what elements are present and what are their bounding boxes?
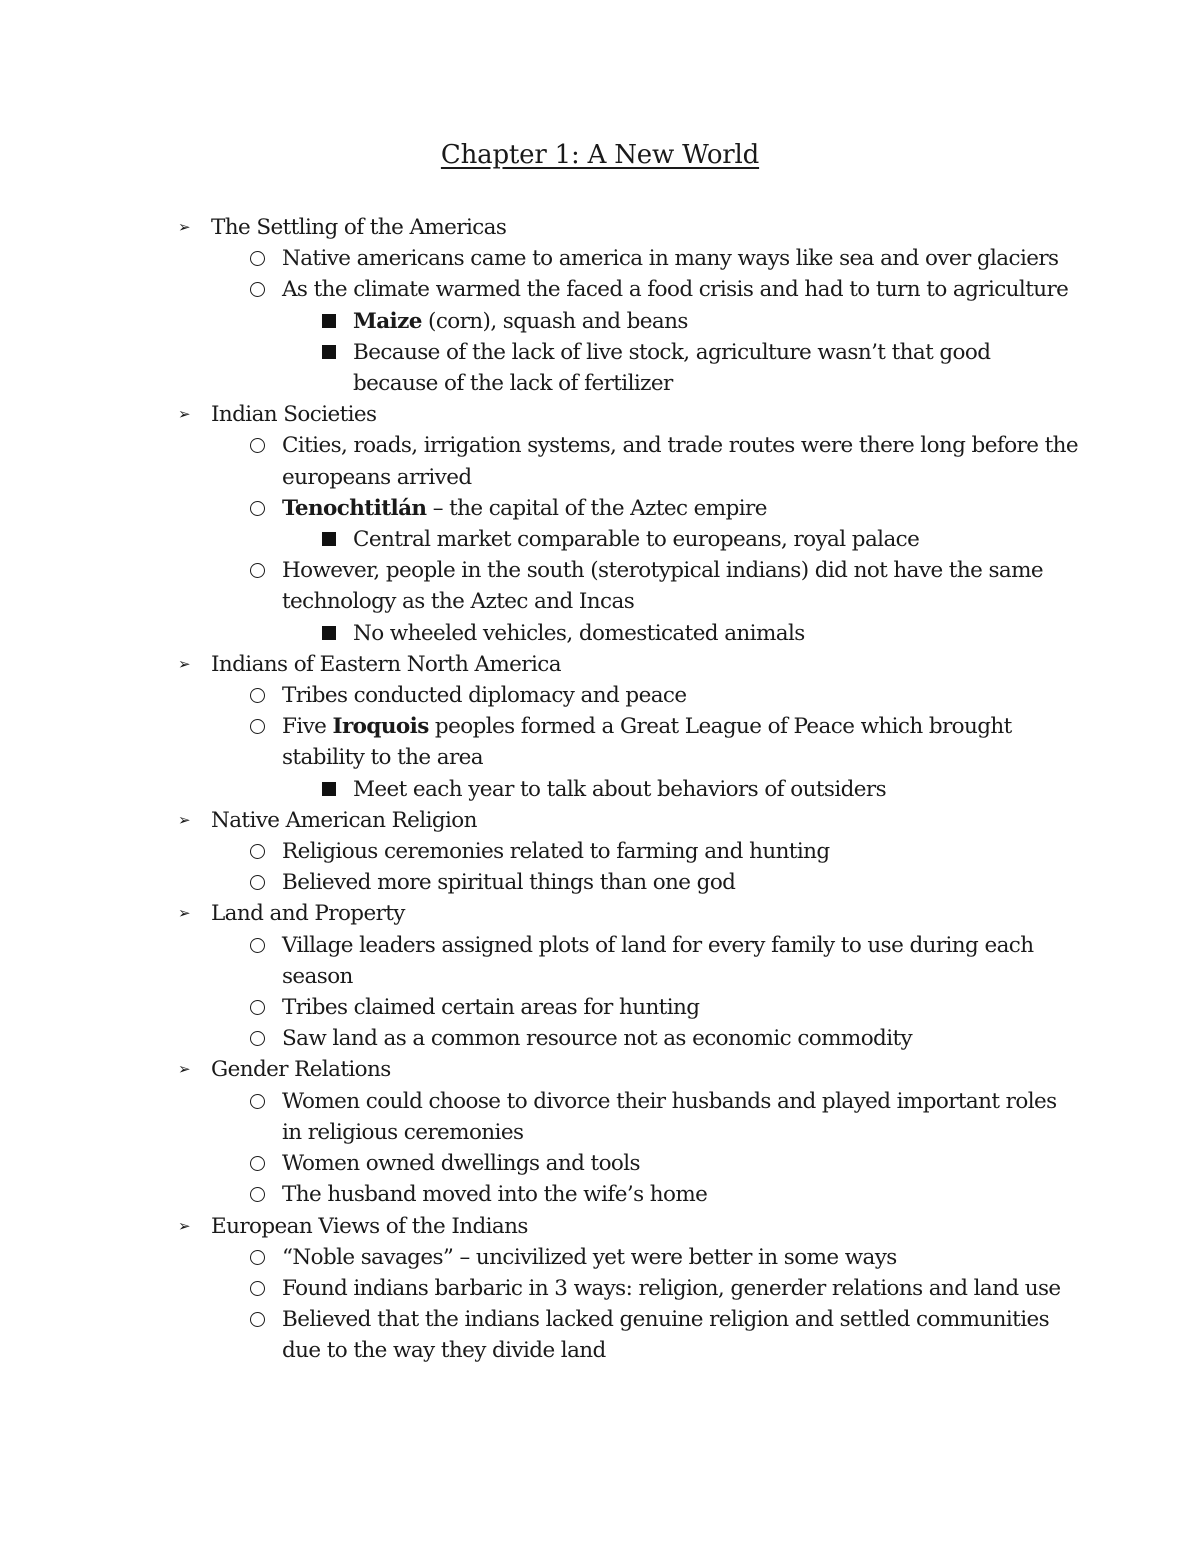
arrow-bullet-icon: ➢ — [178, 654, 190, 673]
section-heading: ➢ Land and Property — [0, 898, 1200, 929]
section-heading: ➢ Gender Relations — [0, 1054, 1200, 1085]
list-item: Religious ceremonies related to farming and hunting — [0, 836, 1200, 867]
list-item: Found indians barbaric in 3 ways: religion, generder relations and land use — [0, 1273, 1200, 1304]
section-heading: ➢ Indian Societies — [0, 399, 1200, 430]
circle-bullet-icon — [250, 430, 265, 462]
circle-bullet-icon — [250, 836, 265, 868]
circle-bullet-icon — [250, 1148, 265, 1180]
circle-bullet-icon — [250, 1242, 265, 1274]
list-item: Tenochtitlán – the capital of the Aztec empire — [0, 493, 1200, 524]
arrow-bullet-icon: ➢ — [178, 1060, 190, 1079]
list-item: Cities, roads, irrigation systems, and trade routes were there long before the europeans arrived — [0, 430, 1200, 492]
circle-bullet-icon — [250, 867, 265, 899]
sub-list-item: Meet each year to talk about behaviors of outsiders — [0, 774, 1200, 805]
arrow-bullet-icon: ➢ — [178, 810, 190, 829]
sub-list-item: Maize (corn), squash and beans — [0, 306, 1200, 337]
circle-bullet-icon — [250, 1023, 265, 1055]
circle-bullet-icon — [250, 1086, 265, 1118]
bold-term: Iroquois — [332, 714, 429, 740]
bold-term: Tenochtitlán — [282, 495, 427, 521]
list-item: Tribes conducted diplomacy and peace — [0, 680, 1200, 711]
circle-bullet-icon — [250, 992, 265, 1024]
list-item: The husband moved into the wife’s home — [0, 1179, 1200, 1210]
square-bullet-icon — [322, 524, 336, 555]
sub-list-item: Because of the lack of live stock, agriculture wasn’t that good because of the lack of fertilizer — [0, 337, 1200, 399]
circle-bullet-icon — [250, 680, 265, 712]
circle-bullet-icon — [250, 930, 265, 962]
section-heading: ➢ European Views of the Indians — [0, 1211, 1200, 1242]
square-bullet-icon — [322, 618, 336, 649]
square-bullet-icon — [322, 337, 336, 368]
list-item: However, people in the south (sterotypical indians) did not have the same technology as the Aztec and Incas — [0, 555, 1200, 617]
circle-bullet-icon — [250, 1179, 265, 1211]
sub-list-item: No wheeled vehicles, domesticated animals — [0, 618, 1200, 649]
page-title: Chapter 1: A New World — [440, 140, 760, 170]
list-item: As the climate warmed the faced a food crisis and had to turn to agriculture — [0, 274, 1200, 305]
section-heading: ➢ Indians of Eastern North America — [0, 649, 1200, 680]
bold-term: Maize — [353, 308, 422, 334]
list-item: Tribes claimed certain areas for hunting — [0, 992, 1200, 1023]
section-heading: ➢ Native American Religion — [0, 805, 1200, 836]
circle-bullet-icon — [250, 493, 265, 525]
list-item: Believed that the indians lacked genuine religion and settled communities due to the way they divide land — [0, 1304, 1200, 1366]
circle-bullet-icon — [250, 243, 265, 275]
arrow-bullet-icon: ➢ — [178, 405, 190, 424]
circle-bullet-icon — [250, 555, 265, 587]
list-item: Native americans came to america in many ways like sea and over glaciers — [0, 243, 1200, 274]
list-item: Women owned dwellings and tools — [0, 1148, 1200, 1179]
list-item: Women could choose to divorce their husbands and played important roles in religious ceremonies — [0, 1086, 1200, 1148]
arrow-bullet-icon: ➢ — [178, 904, 190, 923]
list-item: Saw land as a common resource not as economic commodity — [0, 1023, 1200, 1054]
sub-list-item: Central market comparable to europeans, royal palace — [0, 524, 1200, 555]
outline — [0, 212, 1200, 1367]
arrow-bullet-icon: ➢ — [178, 1216, 190, 1235]
circle-bullet-icon — [250, 1273, 265, 1305]
list-item: “Noble savages” – uncivilized yet were better in some ways — [0, 1242, 1200, 1273]
square-bullet-icon — [322, 774, 336, 805]
section-heading: ➢ The Settling of the Americas — [0, 212, 1200, 243]
square-bullet-icon — [322, 306, 336, 337]
circle-bullet-icon — [250, 1304, 265, 1336]
list-item: Village leaders assigned plots of land for every family to use during each season — [0, 930, 1200, 992]
list-item: Believed more spiritual things than one god — [0, 867, 1200, 898]
arrow-bullet-icon: ➢ — [178, 218, 190, 236]
circle-bullet-icon — [250, 274, 265, 306]
list-item: Five Iroquois peoples formed a Great League of Peace which brought stability to the area — [0, 711, 1200, 773]
circle-bullet-icon — [250, 711, 265, 743]
